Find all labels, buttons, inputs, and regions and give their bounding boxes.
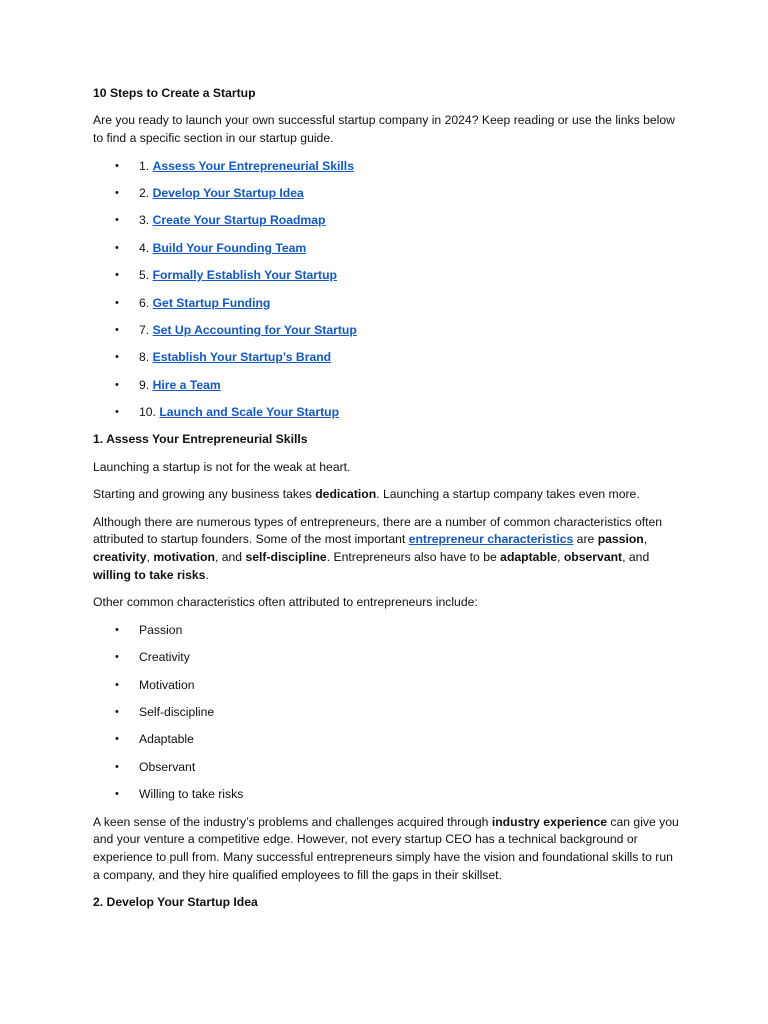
text-run: . Entrepreneurs also have to be [326,550,501,565]
document-title: 10 Steps to Create a Startup [93,86,256,100]
entrepreneur-characteristics-link[interactable]: entrepreneur characteristics [408,532,574,547]
toc-number: 1. [139,158,150,173]
section-1-paragraph-4: Other common characteristics often attributed to entrepreneurs include: [93,595,478,610]
toc-item [93,404,683,422]
toc-number: 10. [139,405,156,420]
section-1-heading: 1. Assess Your Entrepreneurial Skills [93,432,308,447]
list-item [93,786,683,804]
toc-item [93,349,683,367]
toc-item [93,158,683,176]
text-run: , and [214,550,246,565]
toc-number: 6. [139,295,150,310]
bold-text: passion [597,532,644,547]
bullet-icon: • [115,241,119,254]
bold-text: willing to take risks [93,568,206,583]
list-item [93,759,683,777]
section-1-paragraph-5 [93,814,683,885]
bullet-icon: • [115,351,119,364]
list-item [93,622,683,640]
text-run: Starting and growing any business takes [93,487,316,502]
text-run: Although there are numerous types of entrepreneurs, there are a number of common characteristics often attributed to startup founders. Some of the most important [93,514,663,547]
toc-item [93,240,683,258]
toc-number: 5. [139,268,150,283]
bullet-icon: • [115,678,119,691]
trait-label: Motivation [139,677,195,692]
bullet-icon: • [115,651,119,664]
toc-number: 9. [139,377,150,392]
bullet-icon: • [115,186,119,199]
bullet-icon: • [115,788,119,801]
bold-text: creativity [93,550,147,565]
toc-link-roadmap[interactable]: Create Your Startup Roadmap [152,213,326,228]
text-run: can give you and your venture a competitive edge. However, not every startup CEO has a technical background or experience to pull from. Many successful entrepreneurs simply have the vision and foundational skills to run a company, and they hire qualified employees to fill the gaps in their skillset. [93,814,679,882]
toc-link-hire-team[interactable]: Hire a Team [152,377,221,392]
toc-item [93,322,683,340]
text-run: are [573,532,598,547]
bullet-icon: • [115,623,119,636]
text-run: , [643,532,648,547]
trait-label: Passion [139,622,183,637]
toc-link-launch-scale[interactable]: Launch and Scale Your Startup [159,405,340,420]
section-1-paragraph-1: Launching a startup is not for the weak at heart. [93,459,351,474]
characteristics-list [93,622,683,804]
bold-text: adaptable [500,550,558,565]
toc-item [93,377,683,395]
bold-text: self-discipline [245,550,327,565]
text-run: . Launching a startup company takes even more. [376,487,640,502]
bullet-icon: • [115,323,119,336]
toc-link-assess-skills[interactable]: Assess Your Entrepreneurial Skills [152,158,354,173]
toc-item [93,212,683,230]
section-1-paragraph-3 [93,514,683,585]
bold-text: industry experience [491,814,607,829]
text-run: A keen sense of the industry’s problems and challenges acquired through [93,814,492,829]
bullet-icon: • [115,159,119,172]
section-1-paragraph-2 [93,486,683,504]
toc-number: 4. [139,240,150,255]
toc-number: 7. [139,322,150,337]
trait-label: Self-discipline [139,705,215,719]
trait-label: Willing to take risks [139,787,244,802]
trait-label: Adaptable [139,732,194,747]
bullet-icon: • [115,269,119,282]
bullet-icon: • [115,214,119,227]
toc-number: 8. [139,350,150,365]
bold-text: observant [563,550,623,565]
toc-link-accounting[interactable]: Set Up Accounting for Your Startup [152,322,357,337]
bullet-icon: • [115,733,119,746]
toc-link-establish-startup[interactable]: Formally Establish Your Startup [152,268,337,283]
toc-item [93,295,683,313]
bullet-icon: • [115,706,119,718]
bullet-icon: • [115,296,119,309]
bold-text: dedication [315,487,377,502]
bullet-icon: • [115,406,119,419]
bold-text: motivation [153,550,215,565]
toc-link-develop-idea[interactable]: Develop Your Startup Idea [152,185,304,200]
trait-label: Observant [139,759,196,774]
section-2-heading: 2. Develop Your Startup Idea [93,895,258,910]
list-item [93,649,683,667]
toc-link-funding[interactable]: Get Startup Funding [152,295,271,310]
trait-label: Creativity [139,650,190,665]
intro-paragraph: Are you ready to launch your own successful startup company in 2024? Keep reading or use the links below to find a specific section in our startup guide. [93,113,675,146]
list-item [93,731,683,749]
bullet-icon: • [115,378,119,391]
text-run: , [146,550,154,565]
list-item [93,704,683,722]
toc-number: 3. [139,213,150,228]
text-run: , [557,550,564,565]
text-run: . [205,568,209,583]
table-of-contents [93,158,683,422]
toc-item [93,185,683,203]
toc-link-brand[interactable]: Establish Your Startup’s Brand [152,350,332,365]
toc-number: 2. [139,185,150,200]
toc-link-founding-team[interactable]: Build Your Founding Team [152,240,307,255]
text-run: , and [622,550,650,565]
toc-item [93,267,683,285]
list-item [93,677,683,695]
document-page [93,85,683,922]
bullet-icon: • [115,760,119,773]
